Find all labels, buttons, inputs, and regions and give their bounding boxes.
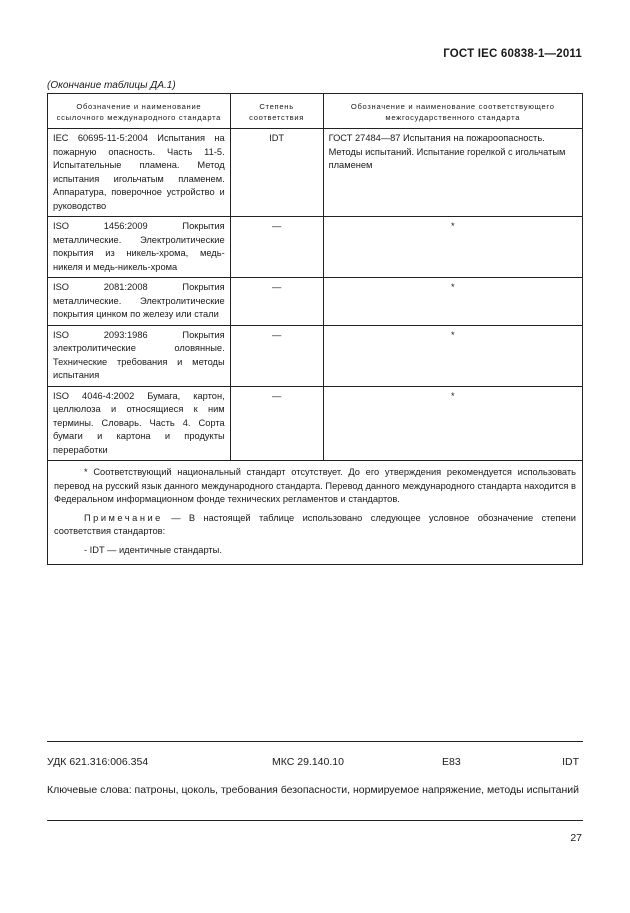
note-label: Примечание [84,512,163,523]
degree-code: IDT [562,756,579,768]
note-text: — В настоящей таблице использовано следующее условное обозначение степени соответствия стандартов: [54,512,576,536]
table-row [48,129,583,217]
page-number: 27 [570,832,582,844]
column-header-national: Обозначение и наименование соответствующего межгосударственного стандарта [323,94,582,129]
national-standard-cell: * [323,278,582,326]
table-header-row [48,94,583,129]
column-header-international: Обозначение и наименование ссылочного международного стандарта [48,94,231,129]
degree-cell: — [230,386,323,461]
degree-cell: — [230,217,323,278]
table-row [48,278,583,326]
national-standard-cell: ГОСТ 27484—87 Испытания на пожароопасность. Методы испытаний. Испытание горелкой с игольчатым пламенем [323,129,582,217]
note [54,512,576,539]
national-standard-cell: * [323,217,582,278]
mks-code: МКС 29.140.10 [272,756,344,768]
international-standard-cell: ISO 2093:1986 Покрытия электролитические оловянные. Технические требования и методы испытания [48,325,231,386]
national-standard-cell: * [323,386,582,461]
bottom-divider [47,820,583,821]
keywords: Ключевые слова: патроны, цоколь, требования безопасности, нормируемое напряжение, методы испытаний [47,784,580,796]
international-standard-cell: ISO 4046-4:2002 Бумага, картон, целлюлоза и относящиеся к ним термины. Словарь. Часть 4. Сорта бумаги и картона и продукты переработки [48,386,231,461]
international-standard-cell: IEC 60695-11-5:2004 Испытания на пожарную опасность. Часть 11-5. Испытательные пламена. Метод испытания игольчатым пламенем. Аппаратура, поверочное устройство и руководство [48,129,231,217]
degree-cell: — [230,325,323,386]
degree-cell: IDT [230,129,323,217]
national-standard-cell: * [323,325,582,386]
okp-code: Е83 [442,756,461,768]
international-standard-cell: ISO 1456:2009 Покрытия металлические. Электролитические покрытия из никель-хрома, медь-никеля и медь-никель-хрома [48,217,231,278]
table-row [48,217,583,278]
degree-cell: — [230,278,323,326]
reference-standards-table [47,93,583,565]
column-header-degree: Степень соответствия [230,94,323,129]
note-item: - IDT — идентичные стандарты. [84,544,222,555]
table-row [48,386,583,461]
table-row [48,325,583,386]
standard-header: ГОСТ IEC 60838-1—2011 [443,48,582,60]
international-standard-cell: ISO 2081:2008 Покрытия металлические. Электролитические покрытия цинком по железу или стали [48,278,231,326]
table-notes [48,461,583,565]
table-continuation-label: (Окончание таблицы ДА.1) [47,80,176,91]
footnote: * Соответствующий национальный стандарт отсутствует. До его утверждения рекомендуется использовать перевод на русский язык данного международного стандарта. Перевод данного международного стандарта находится в Федеральном информационном фонде технических регламентов и стандартов. [54,467,576,504]
udk-code: УДК 621.316:006.354 [47,756,149,768]
table-notes-row [48,461,583,565]
top-divider [47,741,583,742]
